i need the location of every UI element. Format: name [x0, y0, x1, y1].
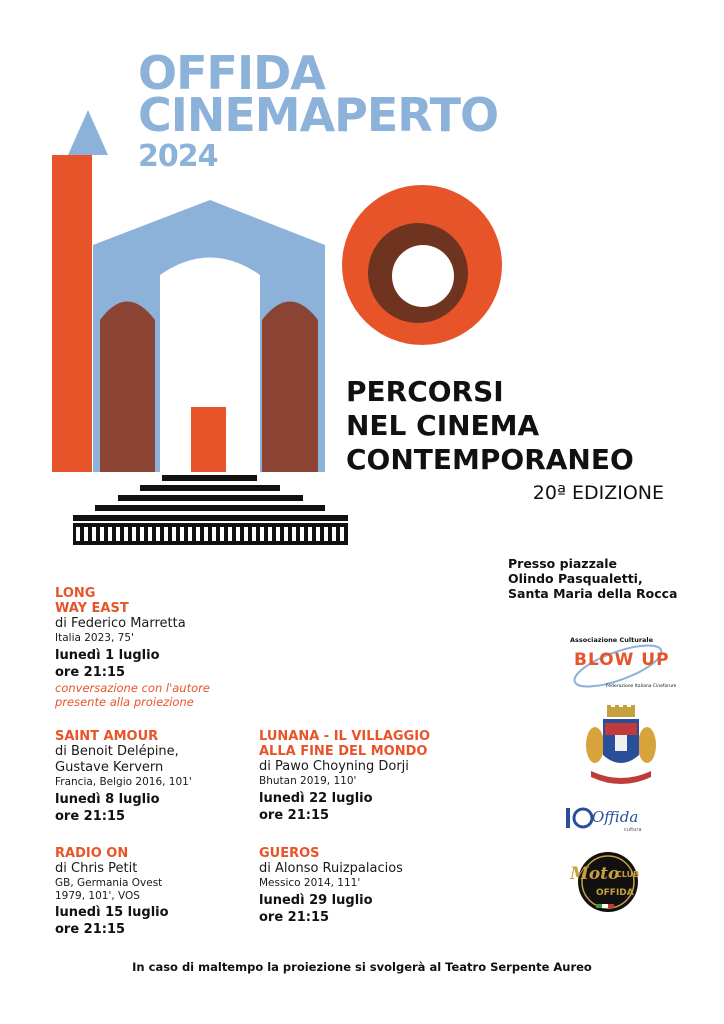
offida-cultura-logo: [564, 800, 664, 836]
subtitle-line2: NEL CINEMA: [346, 409, 540, 442]
film-saint-amour: [55, 729, 275, 825]
moto-club-logo: [566, 850, 648, 914]
blowup-logo: [566, 636, 677, 694]
film-title: ALLA FINE DEL MONDO: [259, 744, 428, 759]
film-director: di Benoit Delépine,: [55, 744, 179, 759]
film-date: lunedì 22 luglio: [259, 791, 373, 806]
film-info: Italia 2023, 75': [55, 632, 134, 644]
film-title: GUEROS: [259, 846, 320, 861]
film-title: RADIO ON: [55, 846, 129, 861]
edition-label: 20ª EDIZIONE: [532, 482, 664, 504]
tower-spire: [68, 110, 108, 155]
film-title: LONG: [55, 586, 96, 601]
offida-cultura-text: Offida: [592, 808, 639, 826]
film-strip: [73, 523, 348, 545]
church-illustration: [40, 105, 520, 550]
film-note: presente alla proiezione: [55, 695, 194, 709]
film-director: Gustave Kervern: [55, 760, 164, 775]
title-cinemaperto: CINEMAPERTO: [138, 88, 499, 142]
subtitle-line1: PERCORSI: [346, 375, 504, 408]
film-time: ore 21:15: [259, 808, 330, 823]
film-note: conversazione con l'autore: [55, 681, 210, 695]
film-time: ore 21:15: [55, 665, 126, 680]
film-date: lunedì 8 luglio: [55, 792, 160, 807]
footer-note: In caso di maltempo la proiezione si svolgerà al Teatro Serpente Aureo: [132, 960, 592, 974]
venue-line1: Presso piazzale: [508, 556, 618, 571]
film-director: di Alonso Ruizpalacios: [259, 861, 403, 876]
moto-club-offida: OFFIDA: [596, 888, 634, 898]
blowup-main-text: BLOW UP: [574, 650, 670, 670]
moto-club-text: Moto: [570, 864, 620, 884]
film-time: ore 21:15: [55, 922, 126, 937]
film-director: di Federico Marretta: [55, 616, 186, 631]
inner-circle: [392, 245, 454, 307]
film-info: Francia, Belgio 2016, 101': [55, 776, 192, 788]
venue-info: [508, 556, 678, 601]
film-long-way-east: [55, 586, 295, 709]
film-date: lunedì 15 luglio: [55, 905, 169, 920]
film-director: di Pawo Choyning Dorji: [259, 759, 409, 774]
moto-club-club: CLUB: [616, 870, 640, 879]
right-arch: [262, 302, 318, 473]
blowup-bottom-text: Federazione Italiana Cineforum: [606, 684, 677, 689]
film-info: Bhutan 2019, 110': [259, 775, 357, 787]
bell-tower: [52, 155, 92, 472]
venue-line2: Olindo Pasqualetti,: [508, 571, 643, 586]
film-info: GB, Germania Ovest: [55, 877, 163, 889]
steps: [73, 515, 348, 521]
coat-of-arms-logo: [585, 705, 657, 787]
film-title: LUNANA - IL VILLAGGIO: [259, 729, 431, 744]
film-title: WAY EAST: [55, 601, 129, 616]
film-time: ore 21:15: [259, 910, 330, 925]
film-date: lunedì 1 luglio: [55, 648, 160, 663]
film-info: 1979, 101', VOS: [55, 890, 140, 902]
film-lunana: [259, 729, 499, 824]
film-director: di Chris Petit: [55, 861, 138, 876]
film-date: lunedì 29 luglio: [259, 893, 373, 908]
left-arch: [100, 302, 155, 473]
title-year: 2024: [138, 139, 218, 174]
film-radio-on: [55, 846, 275, 938]
title-offida: OFFIDA: [138, 46, 325, 100]
blowup-top-text: Associazione Culturale: [570, 636, 654, 644]
venue-line3: Santa Maria della Rocca: [508, 586, 678, 601]
film-time: ore 21:15: [55, 809, 126, 824]
film-gueros: [259, 846, 479, 926]
film-title: SAINT AMOUR: [55, 729, 159, 744]
subtitle-line3: CONTEMPORANEO: [346, 443, 634, 476]
church-door: [191, 407, 226, 472]
offida-cultura-sub: cultura: [624, 827, 642, 833]
film-info: Messico 2014, 111': [259, 877, 361, 889]
